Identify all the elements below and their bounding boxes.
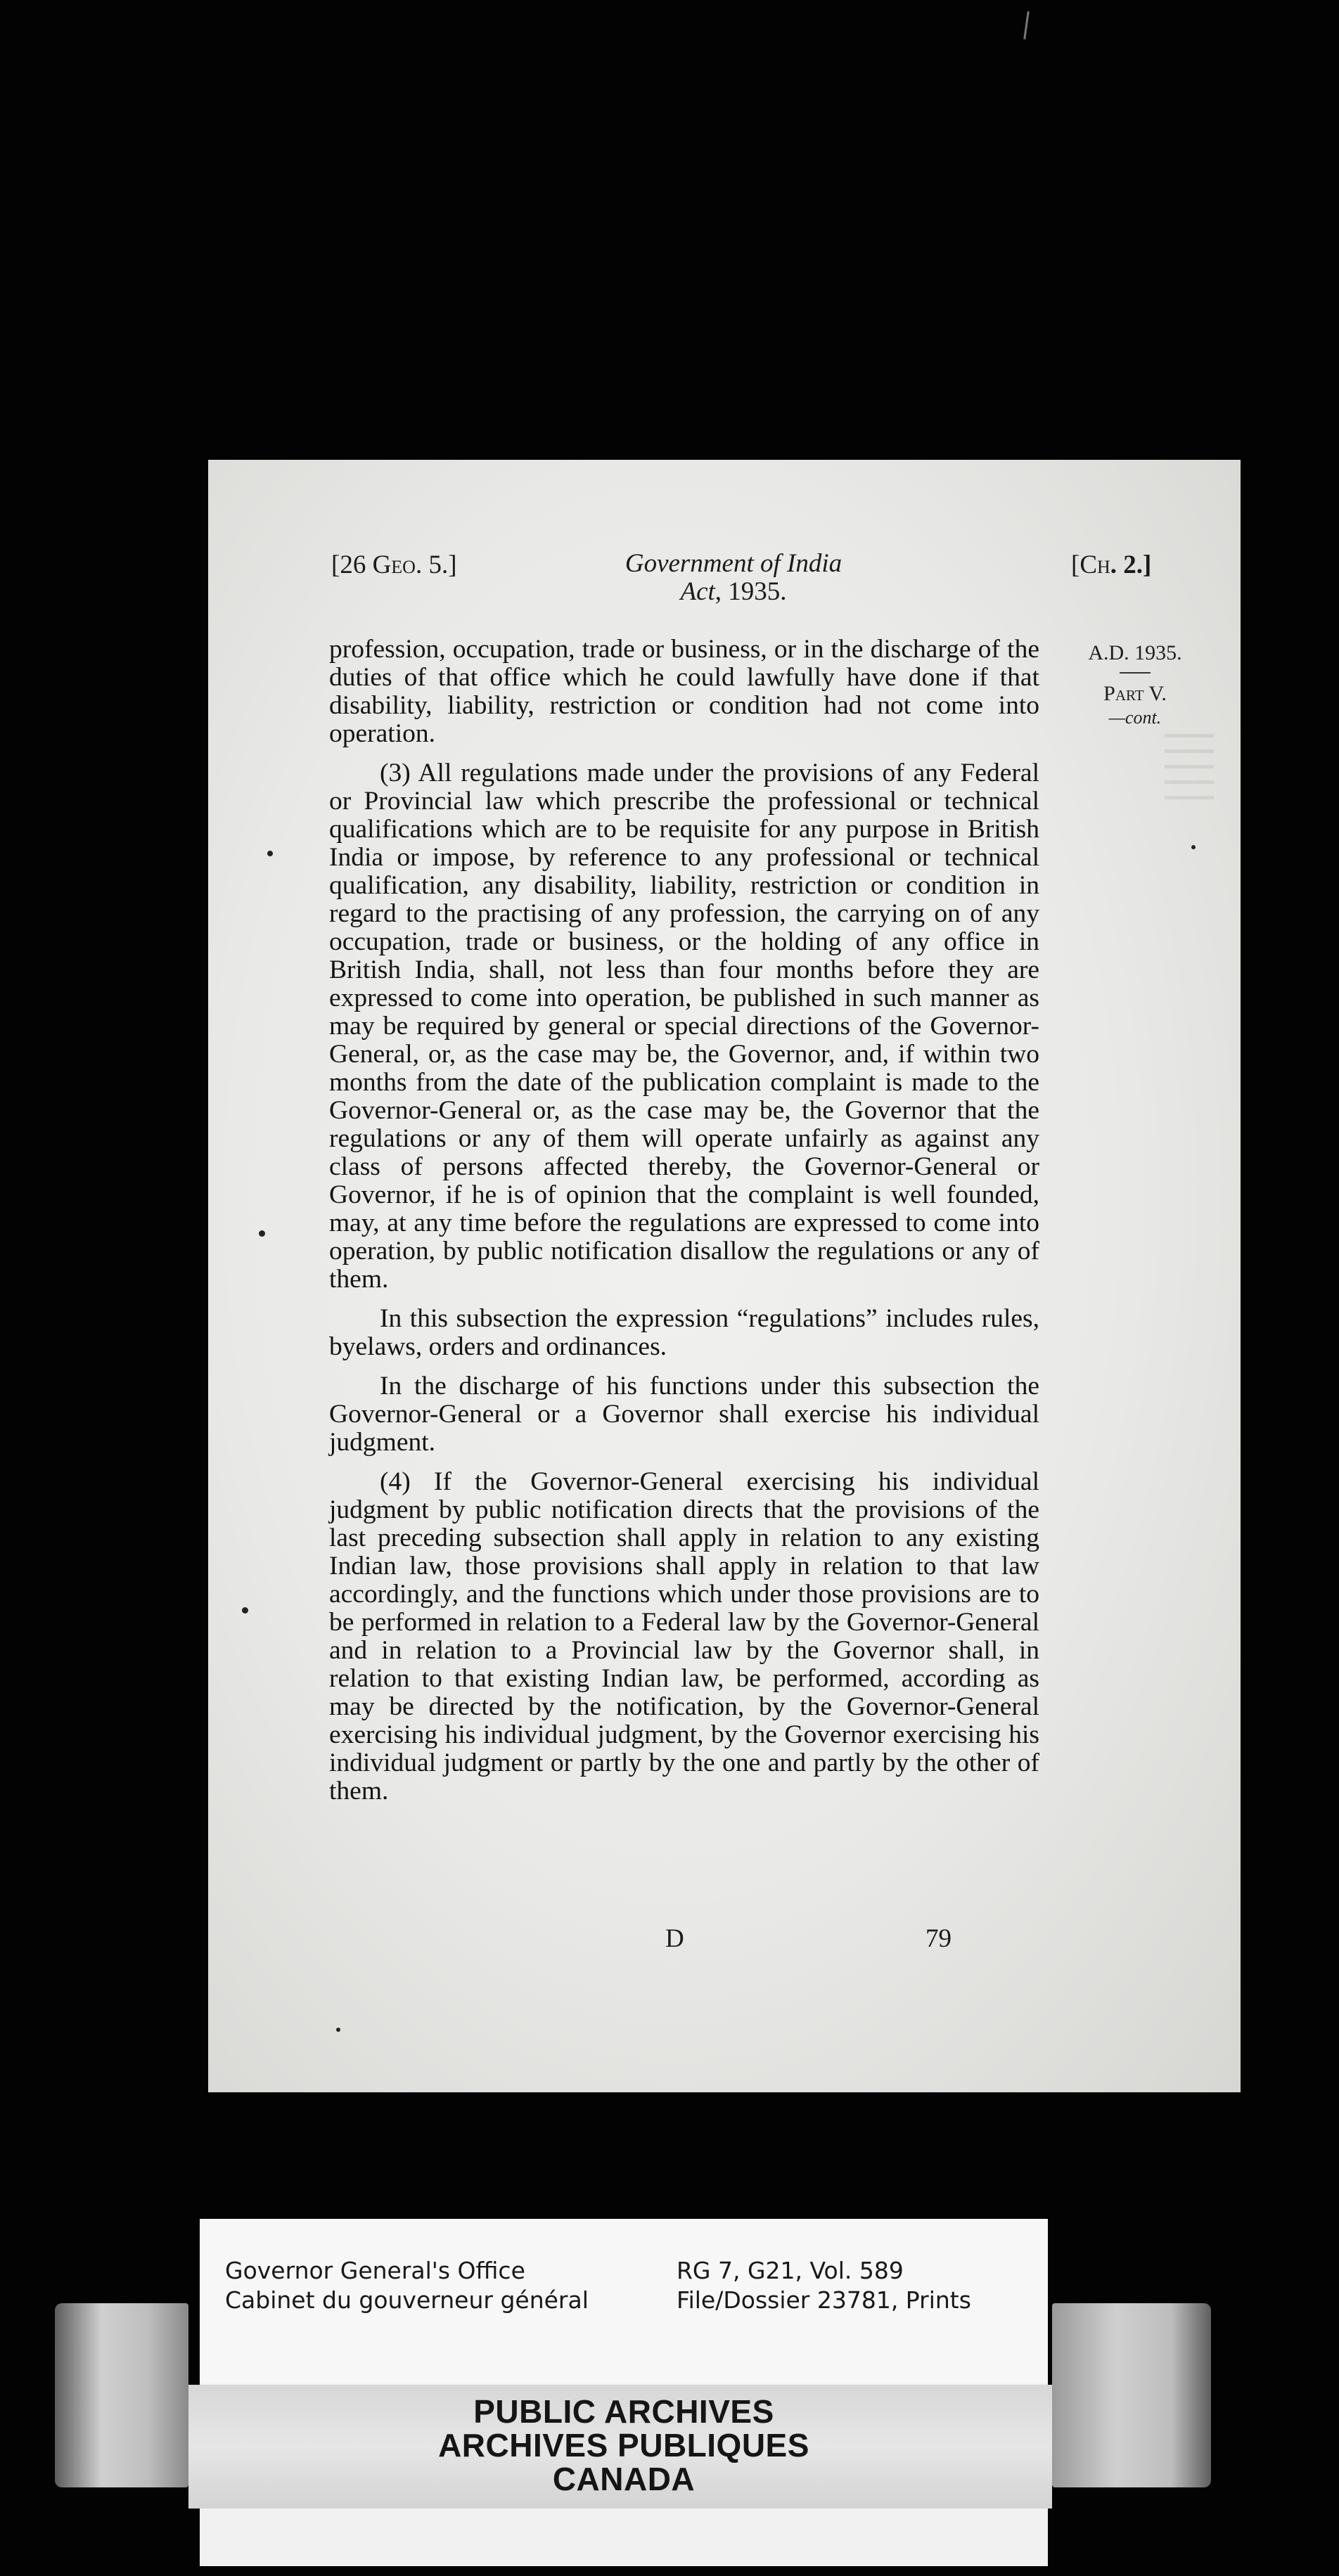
page-header xyxy=(331,550,1252,606)
header-chapter xyxy=(1071,550,1151,580)
paper-speck xyxy=(267,851,273,856)
margin-note-rule xyxy=(1120,672,1151,674)
film-scratch xyxy=(1023,11,1030,39)
bleed-through-mark xyxy=(1165,734,1214,811)
label-office-fr: Cabinet du gouverneur général xyxy=(225,2286,589,2314)
header-title-line1: Government of India xyxy=(624,549,843,578)
page-number: 79 xyxy=(925,1924,952,1953)
header-right-prefix: [ xyxy=(1071,550,1080,579)
header-title-line2 xyxy=(586,578,881,606)
header-title-act: Act xyxy=(680,577,715,606)
header-left-sc: Geo xyxy=(372,550,416,579)
paper-speck xyxy=(336,2028,340,2032)
paragraph-subsection-3: (3) All regulations made under the provisions of any Federal or Provincial law which prescribe the professional or technical qualifications which are to be requisite for any purpose in British India or impose, by reference to any professional or technical qualification, any disability, liability, restriction or condition in regard to the practising of any profession, the carrying on of any occupation, trade or business, or the holding of any office in British India, shall, not less than four months before they are expressed to come into operation, be published in such manner as may be required by general or special directions of the Governor-General, or, as the case may be, the Governor, and, if within two months from the date of the publication complaint is made to the Governor-General or, as the case may be, the Governor that the regulations or any of them will operate unfairly as against any class of persons affected thereby, the Governor-General or Governor, if he is of opinion that the complaint is well founded, may, at any time before the regulations are expressed to come into operation, by public notification disallow the regulations or any of them. xyxy=(329,759,1039,1294)
stamp-line-3: CANADA xyxy=(552,2461,696,2497)
header-right-suffix: . 2.] xyxy=(1110,550,1152,579)
label-office-en: Governor General's Office xyxy=(225,2257,525,2284)
margin-note-part: Part V. xyxy=(1103,682,1167,705)
paper-speck xyxy=(242,1607,248,1614)
label-reference: RG 7, G21, Vol. 589 xyxy=(677,2257,904,2284)
paper-speck xyxy=(259,1230,265,1237)
header-left-prefix: [26 xyxy=(331,550,373,579)
paragraph-definition: In this subsection the expression “regulations” includes rules, byelaws, orders and ordinances. xyxy=(329,1304,1039,1361)
label-file: File/Dossier 23781, Prints xyxy=(677,2286,971,2314)
paragraph-continuation: profession, occupation, trade or business, or in the discharge of the duties of that office which he could lawfully have done if that disability, liability, restriction or condition had not come into operation. xyxy=(329,635,1039,748)
signature-mark: D xyxy=(665,1924,684,1953)
header-left-suffix: . 5.] xyxy=(415,550,457,579)
paragraph-subsection-4: (4) If the Governor-General exercising his individual judgment by public notification directs that the provisions of the last preceding subsection shall apply in relation to any existing Indian law, those provisions shall apply in relation to that law accordingly, and the functions which under those provisions are to be performed in relation to a Federal law by the Governor-General and in relation to a Provincial law by the Governor shall, in relation to that existing Indian law, be performed, according as may be directed by the notification, by the Governor-General exercising his individual judgment, by the Governor exercising his individual judgment or partly by the one and partly by the other of them. xyxy=(329,1467,1039,1805)
header-act-title xyxy=(586,550,881,606)
stamp-line-2: ARCHIVES PUBLIQUES xyxy=(438,2427,809,2464)
header-regnal-year xyxy=(331,550,457,580)
paper-speck xyxy=(1191,845,1196,849)
margin-note-year: A.D. 1935. xyxy=(1088,641,1182,664)
document-page xyxy=(208,460,1241,2092)
margin-note-cont: —cont. xyxy=(1108,707,1162,728)
archives-stamp xyxy=(200,2395,1048,2496)
header-right-sc: Ch xyxy=(1079,550,1110,579)
paragraph-discharge: In the discharge of his functions under this subsection the Governor-General or a Governor shall exercise his individual judgment. xyxy=(329,1372,1039,1457)
header-title-year: , 1935. xyxy=(715,577,787,606)
film-clip-left xyxy=(55,2303,188,2487)
stamp-line-1: PUBLIC ARCHIVES xyxy=(473,2393,774,2430)
body-text xyxy=(329,636,1039,1817)
film-clip-right xyxy=(1052,2303,1211,2487)
margin-note xyxy=(1065,641,1205,730)
